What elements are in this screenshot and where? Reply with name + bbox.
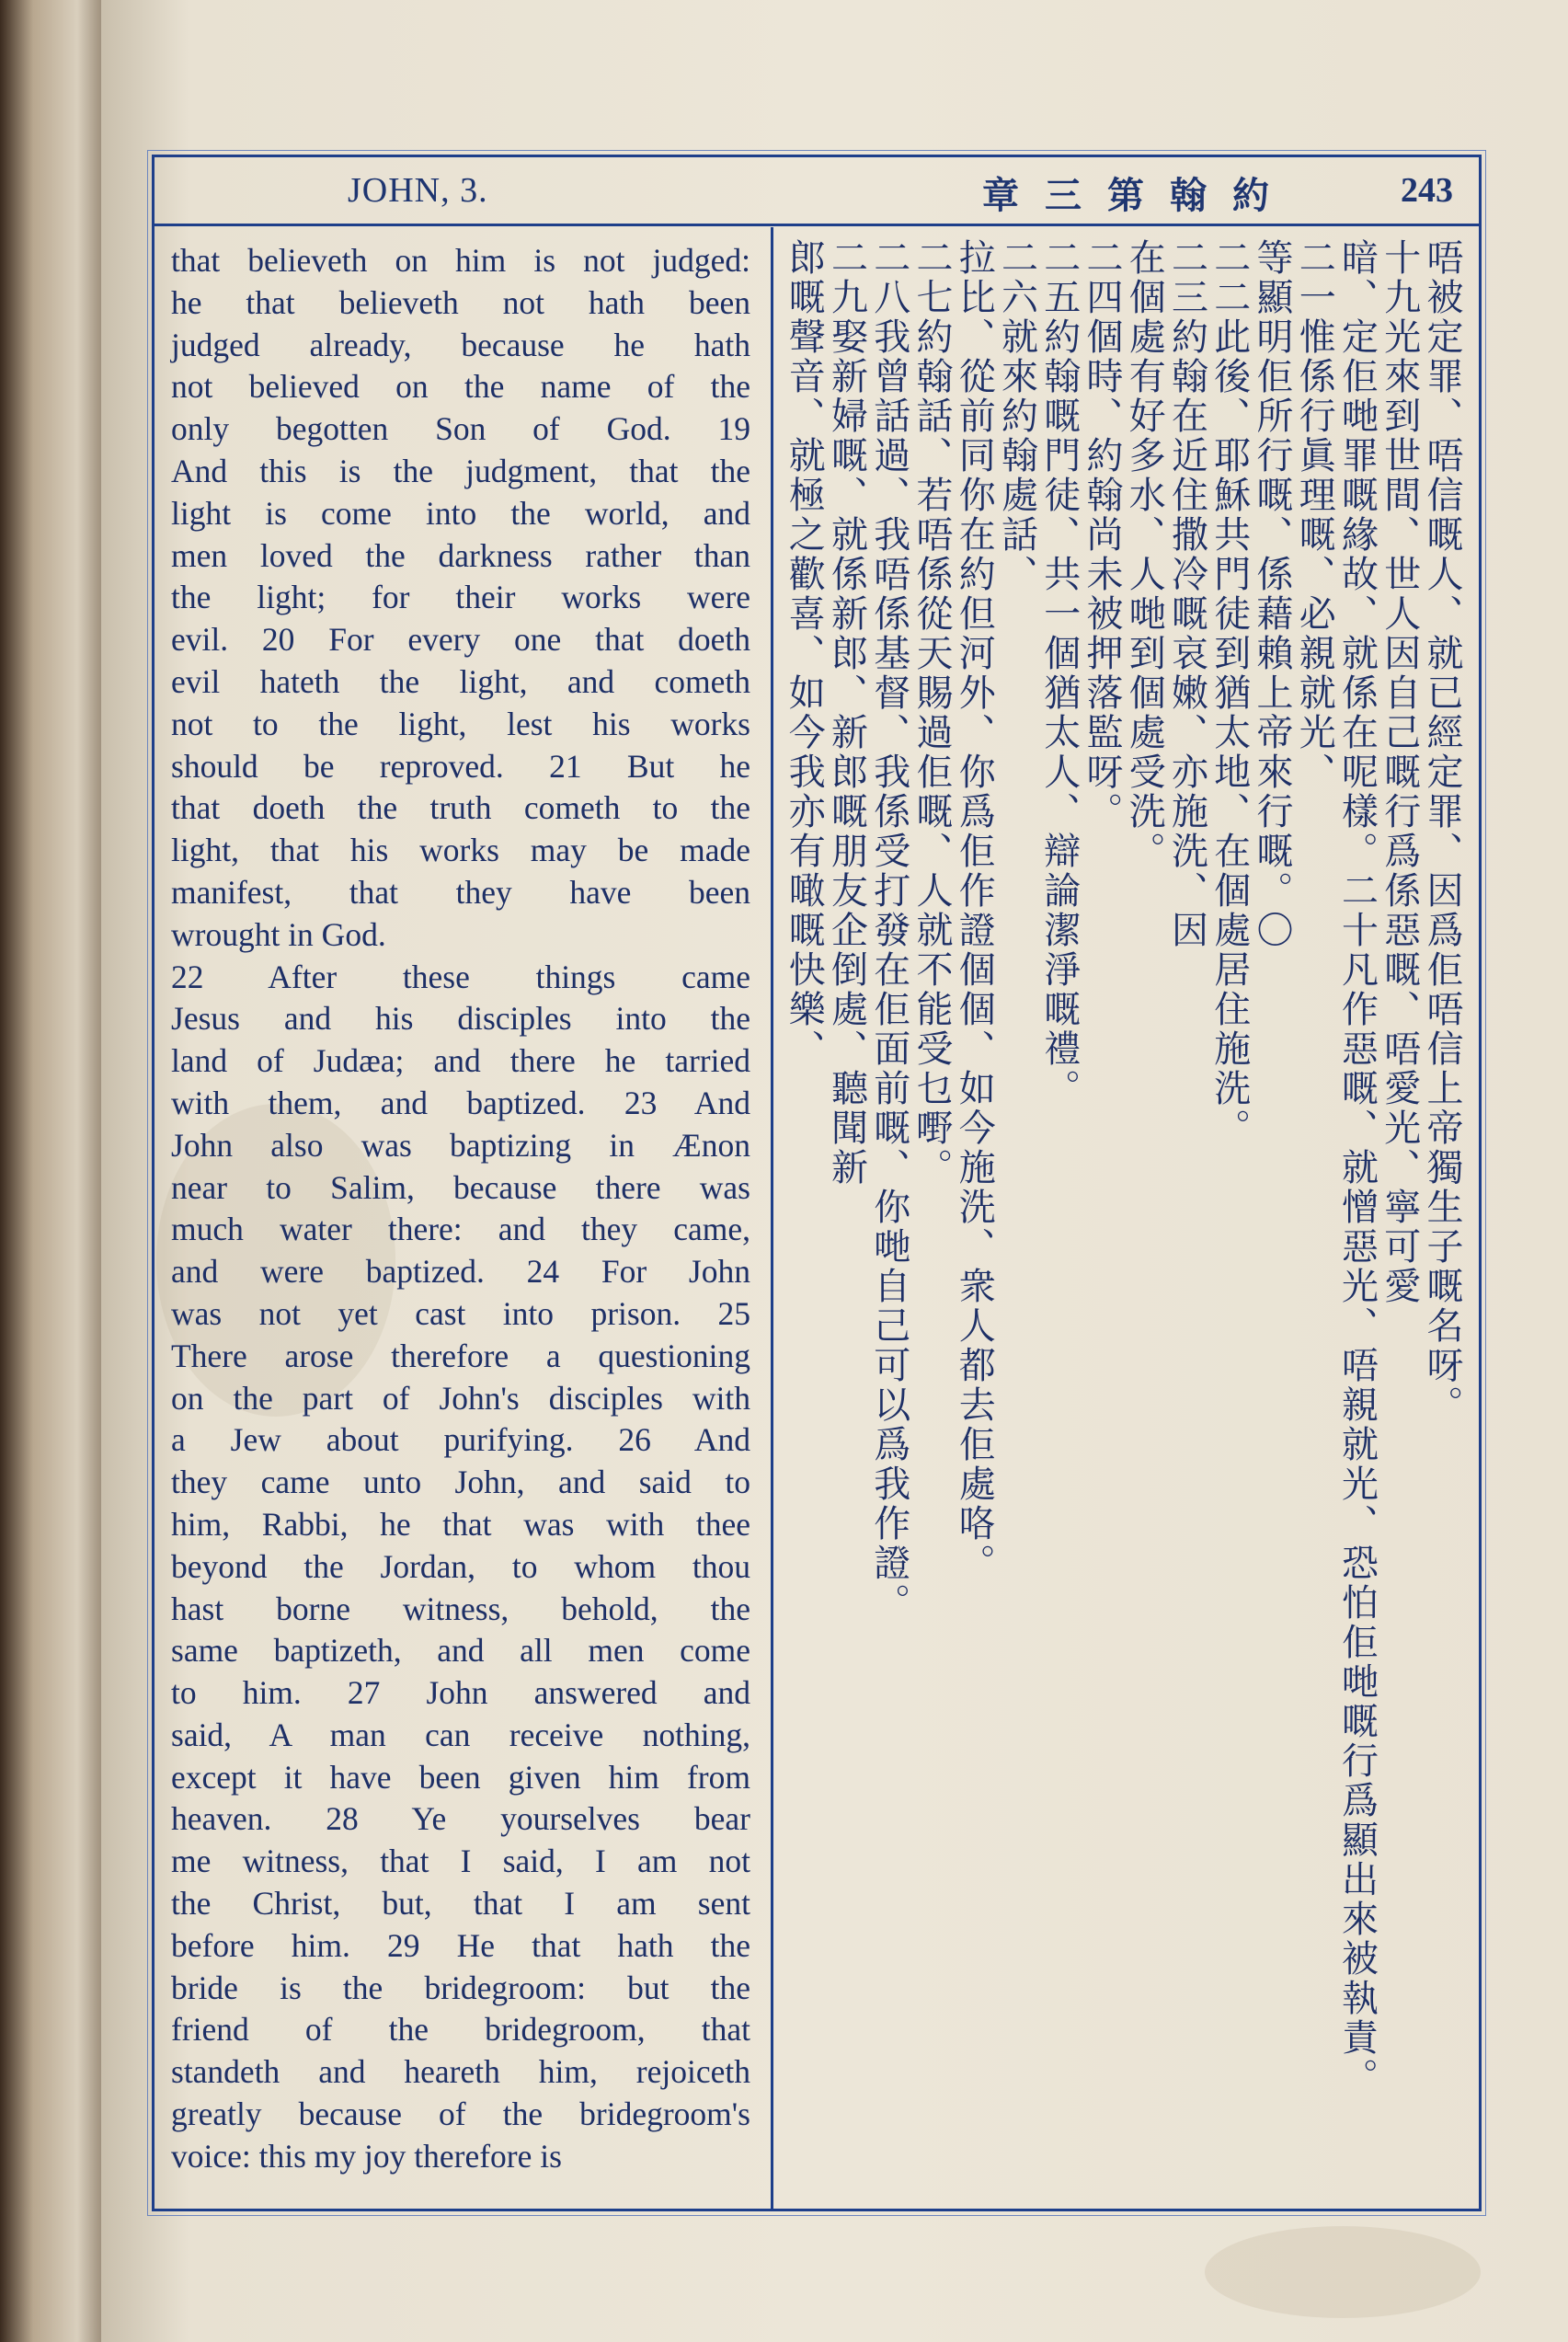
english-line: bride is the bridegroom: but the [171, 1969, 750, 2006]
text-frame [152, 155, 1482, 2211]
english-line: much water there: and they came, [171, 1211, 750, 1248]
english-line: friend of the bridegroom, that [171, 2011, 750, 2049]
english-line: except it have been given him from [171, 1758, 750, 1796]
chinese-column: 二一惟係行眞理嘅、必親就光、 [1293, 238, 1336, 792]
chinese-column: 郎嘅聲音、就極之歡喜、如今我亦有噉嘅快樂、 [783, 238, 826, 1069]
chinese-text-column [783, 238, 1470, 2188]
chinese-column: 唔被定罪、唔信嘅人、就已經定罪、因爲佢唔信上帝獨生子嘅名呀。 [1421, 238, 1463, 1425]
english-line: not to the light, lest his works [171, 705, 750, 742]
english-line: light, that his works may be made [171, 832, 750, 869]
chinese-column: 二六就來約翰處話、 [995, 238, 1038, 594]
english-line: 22 After these things came [171, 958, 750, 995]
english-line: him, Rabbi, he that was with thee [171, 1505, 750, 1543]
english-line: on the part of John's disciples with [171, 1379, 750, 1417]
english-line: with them, and baptized. 23 And [171, 1084, 750, 1121]
english-line: he that believeth not hath been [171, 283, 750, 321]
english-line: was not yet cast into prison. 25 [171, 1294, 750, 1332]
english-text-column [171, 240, 750, 2178]
english-line: before him. 29 He that hath the [171, 1926, 750, 1964]
english-line: beyond the Jordan, to whom thou [171, 1547, 750, 1585]
chinese-column: 暗、定佢哋罪嘅緣故、就係在呢樣。二十凡作惡嘅、就憎惡光、唔親就光、恐怕佢哋嘅行爲顯出來被執責。 [1335, 238, 1379, 2097]
english-line: manifest, that they have been [171, 873, 750, 911]
chinese-column: 等顯明佢所行嘅、係藉賴上帝來行嘅。〇 [1251, 238, 1293, 950]
english-line: judged already, because he hath [171, 326, 750, 363]
page-number: 243 [1401, 171, 1453, 210]
chinese-column: 二八我曾話過、我唔係基督、我係受打發在佢面前嘅、你哋自己可以爲我作證。 [867, 238, 910, 1623]
english-line: a Jew about purifying. 26 And [171, 1421, 750, 1459]
chinese-column: 二九娶新婦嘅、就係新郎、新郎嘅朋友企倒處、聽聞新 [825, 238, 868, 1188]
english-line: they came unto John, and said to [171, 1464, 750, 1501]
english-line: that believeth on him is not judged: [171, 242, 750, 279]
chinese-column: 二四個時、約翰尚未被押落監呀。 [1081, 238, 1123, 832]
chinese-column: 二七約翰話、若唔係從天賜過佢嘅、人就不能受乜嘢。 [910, 238, 953, 1188]
column-divider [771, 227, 773, 2209]
chinese-column: 二二此後、耶穌共門徒到猶太地、在個處居住施洗。 [1207, 238, 1251, 1148]
english-line: said, A man can receive nothing, [171, 1716, 750, 1753]
english-line: land of Judæa; and there he tarried [171, 1042, 750, 1080]
chinese-column: 十九光來到世間、世人因自己嘅行爲係惡嘅、唔愛光、寧可愛 [1378, 238, 1421, 1306]
paper-stain [1205, 2226, 1481, 2318]
english-line: to him. 27 John answered and [171, 1674, 750, 1712]
english-line: wrought in God. [171, 915, 386, 953]
english-line: should be reproved. 21 But he [171, 747, 750, 785]
english-line: John also was baptizing in Ænon [171, 1126, 750, 1164]
chapter-title: 章三第翰約 [982, 174, 1295, 217]
english-line: evil. 20 For every one that doeth [171, 621, 750, 659]
english-line: the Christ, but, that I am sent [171, 1885, 750, 1923]
chinese-column: 在個處有好多水、人哋到個處受洗。 [1123, 238, 1166, 871]
english-line: that doeth the truth cometh to the [171, 789, 750, 827]
english-line: greatly because of the bridegroom's [171, 2095, 750, 2133]
facing-page-edge [0, 0, 110, 2342]
running-head: JOHN, 3. [348, 171, 488, 210]
chinese-column: 拉比、從前同你在約但河外、你爲佢作證個個、如今施洗、衆人都去佢處咯。 [953, 238, 996, 1583]
english-line: same baptizeth, and all men come [171, 1632, 750, 1670]
english-line: evil hateth the light, and cometh [171, 662, 750, 700]
english-line: me witness, that I said, I am not [171, 1843, 750, 1880]
english-line: and were baptized. 24 For John [171, 1253, 750, 1291]
chinese-column: 二五約翰嘅門徒、共一個猶太人、辯論潔淨嘅禮。 [1037, 238, 1081, 1108]
page-header [155, 157, 1479, 226]
english-line: light is come into the world, and [171, 494, 750, 532]
english-line: There arose therefore a questioning [171, 1337, 750, 1374]
english-line: the light; for their works were [171, 579, 750, 616]
english-line: men loved the darkness rather than [171, 536, 750, 574]
english-line: Jesus and his disciples into the [171, 1000, 750, 1038]
english-line: standeth and heareth him, rejoiceth [171, 2053, 750, 2091]
english-line: not believed on the name of the [171, 368, 750, 406]
english-line: near to Salim, because there was [171, 1168, 750, 1206]
english-line: heaven. 28 Ye yourselves bear [171, 1800, 750, 1838]
chinese-column: 二三約翰在近住撒冷嘅哀嫩、亦施洗、因 [1165, 238, 1208, 950]
english-line: And this is the judgment, that the [171, 452, 750, 489]
english-line: voice: this my joy therefore is [171, 2137, 562, 2175]
english-line: only begotten Son of God. 19 [171, 410, 750, 448]
english-line: hast borne witness, behold, the [171, 1590, 750, 1627]
